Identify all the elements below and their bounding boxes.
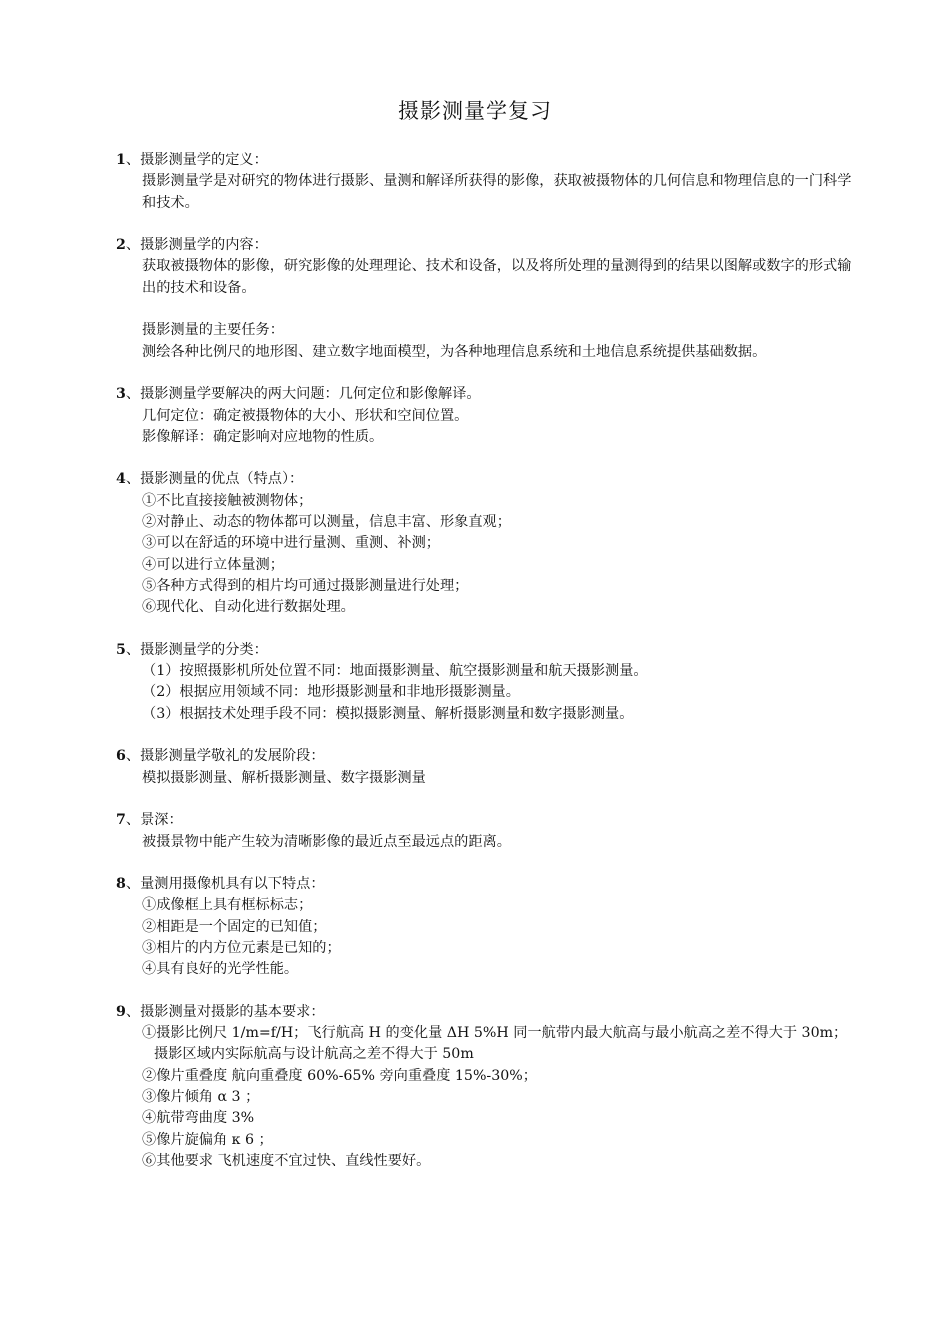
section-9 <box>116 1002 856 1172</box>
section-heading <box>116 810 856 831</box>
section-title: 、摄影测量学的分类： <box>125 641 268 658</box>
list-item: ②像片重叠度 航向重叠度 60%-65% 旁向重叠度 15%-30%； <box>142 1067 537 1084</box>
list-item: ②对静止、动态的物体都可以测量，信息丰富、形象直观； <box>142 514 511 531</box>
section-heading <box>116 874 856 895</box>
section-2 <box>116 235 856 363</box>
list-item: （3）根据技术处理手段不同：模拟摄影测量、解析摄影测量和数字摄影测量。 <box>142 705 634 722</box>
list-item: ⑤像片旋偏角 κ 6 ； <box>142 1131 273 1148</box>
section-8 <box>116 874 856 980</box>
section-title: 、摄影测量学要解决的两大问题：几何定位和影像解译。 <box>125 386 481 403</box>
section-text: 摄影测量学是对研究的物体进行摄影、量测和解译所获得的影像，获取被摄物体的几何信息和物理信息的一门科学和技术。 <box>142 173 852 211</box>
section-text: 影像解译：确定影响对应地物的性质。 <box>142 428 384 445</box>
list-item: ①成像框上具有框标标志； <box>142 897 313 914</box>
list-item: ⑤各种方式得到的相片均可通过摄影测量进行处理； <box>142 577 469 594</box>
list-item: ④航带弯曲度 3% <box>142 1110 255 1127</box>
section-7 <box>116 810 856 853</box>
subsection-heading: 摄影测量的主要任务： <box>142 322 284 339</box>
section-number: 5 <box>116 641 126 658</box>
section-number: 3 <box>116 386 126 403</box>
list-item: ⑥其他要求 飞机速度不宜过快、直线性要好。 <box>142 1152 431 1169</box>
section-6 <box>116 746 856 789</box>
section-number: 6 <box>116 748 126 765</box>
list-item: ④具有良好的光学性能。 <box>142 961 299 978</box>
list-item: ③像片倾角 α 3 ； <box>142 1089 260 1106</box>
section-title: 、摄影测量对摄影的基本要求： <box>125 1003 325 1020</box>
section-title: 、摄影测量学的内容： <box>125 237 268 254</box>
section-3 <box>116 384 856 448</box>
section-title: 、景深： <box>125 812 183 829</box>
section-text: 模拟摄影测量、解析摄影测量、数字摄影测量 <box>142 769 426 786</box>
list-item: ⑥现代化、自动化进行数据处理。 <box>142 599 355 616</box>
list-item: ④可以进行立体量测； <box>142 556 284 573</box>
section-number: 8 <box>116 876 126 893</box>
section-heading <box>116 469 856 490</box>
section-number: 4 <box>116 471 126 488</box>
list-item: ①摄影比例尺 1/m=f/H；飞行航高 H 的变化量 ΔH 5%H 同一航带内最大航高与最小航高之差不得大于 30m；摄影区域内实际航高与设计航高之差不得大于 50m <box>142 1025 848 1063</box>
section-5 <box>116 640 856 725</box>
list-item: ②相距是一个固定的已知值； <box>142 918 327 935</box>
list-item: （2）根据应用领域不同：地形摄影测量和非地形摄影测量。 <box>142 684 520 701</box>
section-text: 几何定位：确定被摄物体的大小、形状和空间位置。 <box>142 407 469 424</box>
section-number: 7 <box>116 812 126 829</box>
section-number: 1 <box>116 152 126 168</box>
section-title: 、量测用摄像机具有以下特点： <box>125 876 325 893</box>
section-heading <box>116 746 856 767</box>
section-title: 、摄影测量的优点（特点）： <box>125 471 304 488</box>
document-body <box>116 150 856 1194</box>
section-4 <box>116 469 856 618</box>
section-1 <box>116 150 856 214</box>
subsection-text: 测绘各种比例尺的地形图、建立数字地面模型，为各种地理信息系统和土地信息系统提供基础数据。 <box>142 343 767 360</box>
section-heading <box>116 235 856 256</box>
page-title: 摄影测量学复习 <box>398 99 552 123</box>
list-item: ①不比直接接触被测物体； <box>142 492 313 509</box>
section-number: 9 <box>116 1003 126 1020</box>
section-title: 、摄影测量学的定义： <box>125 152 268 168</box>
section-text: 获取被摄物体的影像，研究影像的处理理论、技术和设备，以及将所处理的量测得到的结果以图解或数字的形式输出的技术和设备。 <box>142 258 852 296</box>
section-heading <box>116 1002 856 1023</box>
section-heading <box>116 640 856 661</box>
list-item: （1）按照摄影机所处位置不同：地面摄影测量、航空摄影测量和航天摄影测量。 <box>142 663 648 680</box>
section-heading <box>116 384 856 405</box>
section-heading <box>116 150 856 171</box>
list-item: ③相片的内方位元素是已知的； <box>142 939 341 956</box>
section-number: 2 <box>116 237 126 254</box>
section-title: 、摄影测量学敬礼的发展阶段： <box>125 748 325 765</box>
section-text: 被摄景物中能产生较为清晰影像的最近点至最远点的距离。 <box>142 833 511 850</box>
list-item: ③可以在舒适的环境中进行量测、重测、补测； <box>142 535 440 552</box>
